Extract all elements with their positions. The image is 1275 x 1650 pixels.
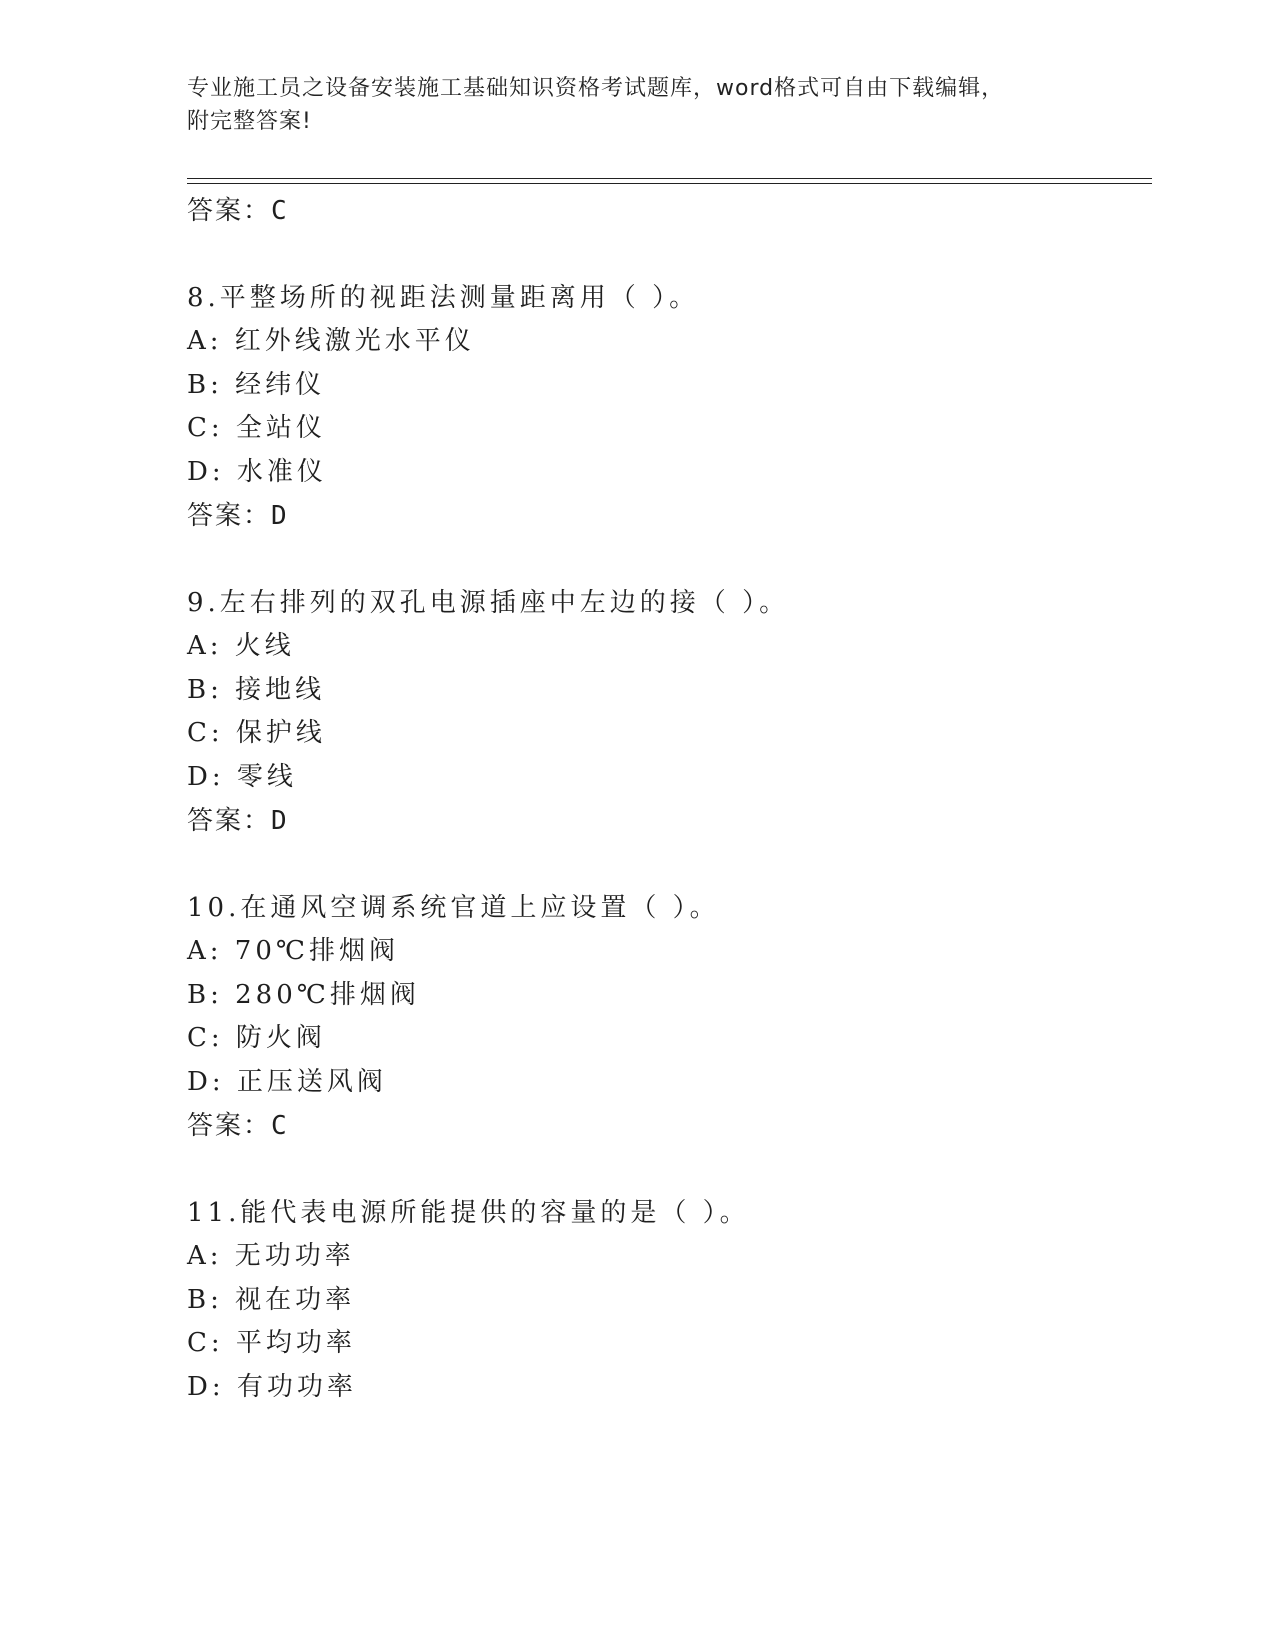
option-c: C: 保护线 [187,718,326,748]
option-a: A: 无功功率 [187,1241,355,1271]
option-c: C: 平均功率 [187,1328,356,1358]
option-d: D: 有功功率 [187,1372,357,1402]
answer-text: 答案：C [187,1111,289,1141]
header-divider-double [187,183,1152,184]
option-a: A: 红外线激光水平仪 [187,326,475,356]
option-d: D: 零线 [187,762,297,792]
answer-text: 答案：D [187,501,289,531]
header-line-1: 专业施工员之设备安装施工基础知识资格考试题库，word格式可自由下载编辑， [187,76,1005,101]
option-d: D: 正压送风阀 [187,1067,387,1097]
question-stem: 11.能代表电源所能提供的容量的是（ ）。 [187,1198,750,1228]
header-divider [187,178,1152,179]
answer-text: 答案：D [187,806,289,836]
option-b: B: 280℃排烟阀 [187,980,420,1010]
header-line-2: 附完整答案! [187,109,312,134]
option-a: A: 火线 [187,631,295,661]
answer-text: 答案：C [187,196,289,226]
option-a: A: 70℃排烟阀 [187,936,399,966]
document-header [187,72,1067,138]
question-stem: 10.在通风空调系统官道上应设置（ ）。 [187,893,720,923]
question-stem: 8.平整场所的视距法测量距离用（ ）。 [187,283,700,313]
option-b: B: 经纬仪 [187,370,326,400]
option-b: B: 接地线 [187,675,326,705]
question-stem: 9.左右排列的双孔电源插座中左边的接（ ）。 [187,588,790,618]
option-b: B: 视在功率 [187,1285,356,1315]
option-c: C: 防火阀 [187,1023,326,1053]
option-c: C: 全站仪 [187,413,326,443]
option-d: D: 水准仪 [187,457,327,487]
